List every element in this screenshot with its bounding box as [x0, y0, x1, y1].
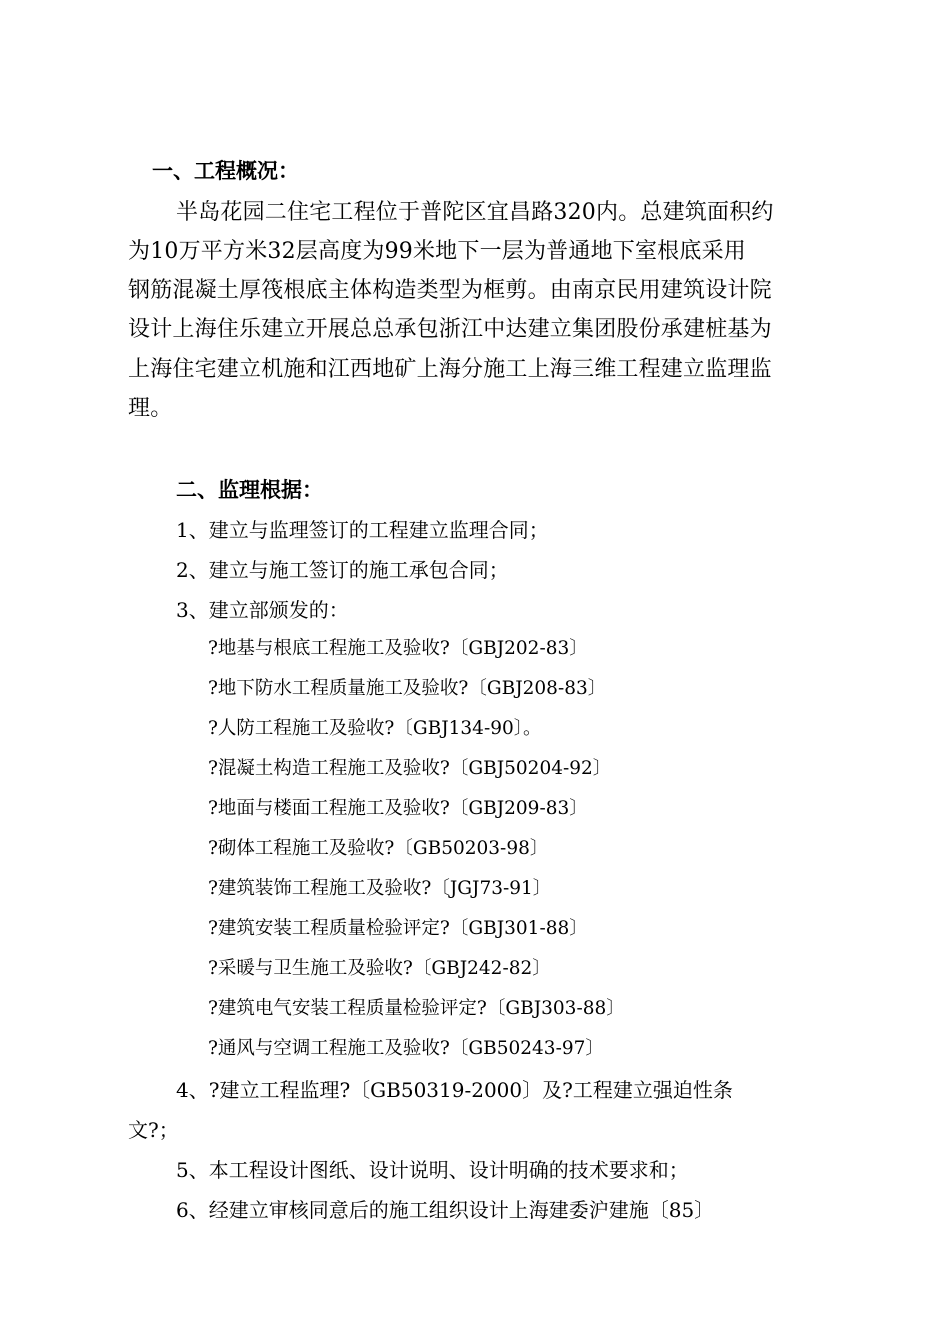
standard-item: ?建筑安装工程质量检验评定?〔GBJ301-88〕: [208, 918, 588, 939]
list-item: 1、建立与监理签订的工程建立监理合同；: [176, 518, 549, 542]
section1-line: 理。: [128, 396, 173, 421]
standard-item: ?通风与空调工程施工及验收?〔GB50243-97〕: [208, 1038, 604, 1059]
list-item: 6、经建立审核同意后的施工组织设计上海建委沪建施〔85〕: [176, 1198, 715, 1222]
standard-item: ?人防工程施工及验收?〔GBJ134-90〕。: [208, 718, 542, 739]
standard-item: ?地基与根底工程施工及验收?〔GBJ202-83〕: [208, 638, 588, 659]
section2-heading: 二、监理根据：: [176, 478, 323, 502]
list-item: 2、建立与施工签订的施工承包合同；: [176, 558, 509, 582]
standard-item: ?建筑电气安装工程质量检验评定?〔GBJ303-88〕: [208, 998, 625, 1019]
section1-line: 上海住宅建立机施和江西地矿上海分施工上海三维工程建立监理监: [128, 357, 772, 382]
standard-item: ?混凝土构造工程施工及验收?〔GBJ50204-92〕: [208, 758, 612, 779]
standard-item: ?砌体工程施工及验收?〔GB50203-98〕: [208, 838, 549, 859]
standard-item: ?建筑装饰工程施工及验收?〔JGJ73-91〕: [208, 878, 552, 899]
standard-item: ?采暖与卫生施工及验收?〔GBJ242-82〕: [208, 958, 551, 979]
section1-heading: 一、工程概况：: [152, 159, 299, 183]
standard-item: ?地面与楼面工程施工及验收?〔GBJ209-83〕: [208, 798, 588, 819]
list-item: 5、本工程设计图纸、设计说明、设计明确的技术要求和；: [176, 1158, 689, 1182]
section1-line: 半岛花园二住宅工程位于普陀区宜昌路320内。总建筑面积约: [176, 200, 774, 225]
list-item: 4、?建立工程监理?〔GB50319-2000〕及?工程建立强迫性条: [176, 1078, 733, 1102]
list-item: 3、建立部颁发的：: [176, 598, 349, 622]
list-item-continuation: 文?；: [128, 1118, 179, 1142]
section1-line: 为10万平方米32层高度为99米地下一层为普通地下室根底采用: [128, 239, 746, 264]
section1-line: 钢筋混凝土厚筏根底主体构造类型为框剪。由南京民用建筑设计院: [128, 278, 772, 303]
section1-line: 设计上海住乐建立开展总总承包浙江中达建立集团股份承建桩基为: [128, 317, 772, 342]
standard-item: ?地下防水工程质量施工及验收?〔GBJ208-83〕: [208, 678, 607, 699]
